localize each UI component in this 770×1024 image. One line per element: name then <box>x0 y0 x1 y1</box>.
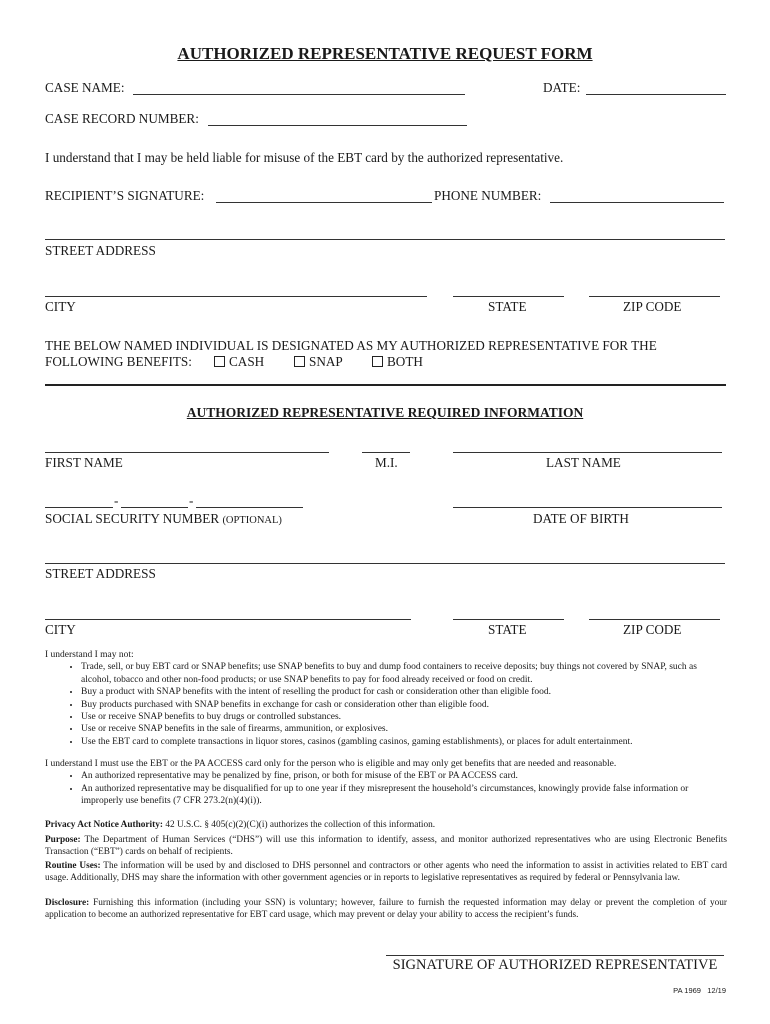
rep-state-label: STATE <box>488 622 527 637</box>
ssn-dash-1: - <box>114 493 119 508</box>
form-number: PA 1969 12/19 <box>673 986 726 995</box>
mi-field[interactable] <box>362 452 410 453</box>
privacy-authority <box>45 820 727 832</box>
privacy-purpose-label: Purpose: <box>45 835 81 845</box>
zip-label: ZIP CODE <box>623 299 682 314</box>
form-title: AUTHORIZED REPRESENTATIVE REQUEST FORM <box>177 44 593 63</box>
rep-city-field[interactable] <box>45 619 411 620</box>
snap-checkbox[interactable] <box>294 356 305 367</box>
mi-label: M.I. <box>375 455 398 470</box>
ssn-field-part2[interactable] <box>121 507 188 508</box>
privacy-disclosure <box>45 898 727 921</box>
privacy-authority-label: Privacy Act Notice Authority: <box>45 820 163 830</box>
rep-street-address-label: STREET ADDRESS <box>45 566 156 581</box>
rep-city-label: CITY <box>45 622 76 637</box>
zip-field[interactable] <box>589 296 720 297</box>
case-name-field[interactable] <box>133 94 465 95</box>
list-item: • Trade, sell, or buy EBT card or SNAP benefits; use SNAP benefits to buy and dump food containers to receive deposits; buy things not covered by SNAP, such as alcohol, tobacco and other non-food products; or use SNAP benefits to pay for food already received or food on credit. <box>81 661 727 686</box>
list-item: • An authorized representative may be disqualified for up to one year if they misrepresent the household’s circumstances, knowingly provide false information or improperly use benefits (7 CFR 273.2(n)(4)(i)). <box>81 783 727 808</box>
liability-statement: I understand that I may be held liable for misuse of the EBT card by the authorized representative. <box>45 150 564 165</box>
case-record-field[interactable] <box>208 125 467 126</box>
last-name-field[interactable] <box>453 452 722 453</box>
rep-signature-field[interactable] <box>386 955 724 956</box>
case-record-label: CASE RECORD NUMBER: <box>45 111 199 126</box>
privacy-purpose <box>45 835 727 858</box>
date-field[interactable] <box>586 94 726 95</box>
rep-zip-field[interactable] <box>589 619 720 620</box>
privacy-authority-text: 42 U.S.C. § 405(c)(2)(C)(i) authorizes the collection of this information. <box>165 820 436 830</box>
may-not-section <box>45 649 727 748</box>
cash-option[interactable] <box>214 354 264 370</box>
section-divider <box>45 384 726 386</box>
rep-street-address-field[interactable] <box>45 563 725 564</box>
phone-label: PHONE NUMBER: <box>434 188 542 203</box>
privacy-purpose-text: The Department of Human Services (“DHS”) will use this information to identify, assess, and monitor authorized representatives who are using Electronic Benefits Transaction (“EBT”) cards on behalf of recipients. <box>45 835 728 857</box>
privacy-disclosure-text: Furnishing this information (including your SSN) is voluntary; however, failure to furnish the requested information may delay or prevent the completion of your application to become an authorized representative for EBT card usage, which may prevent or delay your ability to access the recipient’s funds. <box>45 898 727 920</box>
rep-zip-label: ZIP CODE <box>623 622 682 637</box>
ssn-label <box>45 511 282 527</box>
list-item: • Buy a product with SNAP benefits with the intent of reselling the product for cash or consideration other than eligible food. <box>81 686 727 698</box>
dob-label: DATE OF BIRTH <box>533 511 629 526</box>
cash-label: CASH <box>229 354 265 369</box>
list-item: • Use or receive SNAP benefits in the sale of firearms, ammunition, or explosives. <box>81 723 727 735</box>
ssn-label-text: SOCIAL SECURITY NUMBER <box>45 511 220 526</box>
designation-text: THE BELOW NAMED INDIVIDUAL IS DESIGNATED AS MY AUTHORIZED REPRESENTATIVE FOR THE <box>45 338 657 353</box>
rep-section-heading: AUTHORIZED REPRESENTATIVE REQUIRED INFORMATION <box>186 405 584 420</box>
benefits-label: FOLLOWING BENEFITS: <box>45 354 192 369</box>
first-name-label: FIRST NAME <box>45 455 123 470</box>
list-item: • An authorized representative may be penalized by fine, prison, or both for misuse of the EBT or PA ACCESS card. <box>81 770 727 782</box>
may-not-intro: I understand I may not: <box>45 650 134 660</box>
rep-state-field[interactable] <box>453 619 564 620</box>
ssn-optional-note: (OPTIONAL) <box>222 515 282 526</box>
both-checkbox[interactable] <box>372 356 383 367</box>
phone-field[interactable] <box>550 202 724 203</box>
dob-field[interactable] <box>453 507 722 508</box>
state-field[interactable] <box>453 296 564 297</box>
must-use-intro: I understand I must use the EBT or the PA ACCESS card only for the person who is eligible and may only get benefits that are needed and reasonable. <box>45 759 617 769</box>
date-label: DATE: <box>543 80 581 95</box>
privacy-routine-label: Routine Uses: <box>45 861 101 871</box>
ssn-dash-2: - <box>189 493 194 508</box>
privacy-disclosure-label: Disclosure: <box>45 898 90 908</box>
list-item: • Use or receive SNAP benefits to buy drugs or controlled substances. <box>81 711 727 723</box>
city-field[interactable] <box>45 296 427 297</box>
recipient-signature-field[interactable] <box>216 202 432 203</box>
street-address-label: STREET ADDRESS <box>45 243 156 258</box>
ssn-field-part1[interactable] <box>45 507 113 508</box>
first-name-field[interactable] <box>45 452 329 453</box>
both-option[interactable] <box>372 354 423 370</box>
state-label: STATE <box>488 299 527 314</box>
cash-checkbox[interactable] <box>214 356 225 367</box>
privacy-routine-uses <box>45 861 727 884</box>
case-name-label: CASE NAME: <box>45 80 125 95</box>
snap-option[interactable] <box>294 354 343 370</box>
recipient-signature-label: RECIPIENT’S SIGNATURE: <box>45 188 205 203</box>
rep-signature-label: SIGNATURE OF AUTHORIZED REPRESENTATIVE <box>392 957 718 973</box>
snap-label: SNAP <box>309 354 343 369</box>
last-name-label: LAST NAME <box>546 455 621 470</box>
may-not-list <box>45 661 727 748</box>
must-use-section <box>45 758 727 808</box>
must-use-list <box>45 770 727 807</box>
list-item: • Use the EBT card to complete transactions in liquor stores, casinos (gambling casinos, gaming establishments), or places for adult entertainment. <box>81 736 727 748</box>
street-address-field[interactable] <box>45 239 725 240</box>
ssn-field-part3[interactable] <box>196 507 303 508</box>
list-item: • Buy products purchased with SNAP benefits in exchange for cash or consideration other than eligible food. <box>81 699 727 711</box>
city-label: CITY <box>45 299 76 314</box>
both-label: BOTH <box>387 354 423 369</box>
privacy-routine-text: The information will be used by and disclosed to DHS personnel and contractors or other agents who need the information to assist in activities related to EBT card usage. Additionally, DHS may share the information with other government agencies or in reports to legislative representatives as required by federal or Pennsylvania law. <box>45 861 728 883</box>
